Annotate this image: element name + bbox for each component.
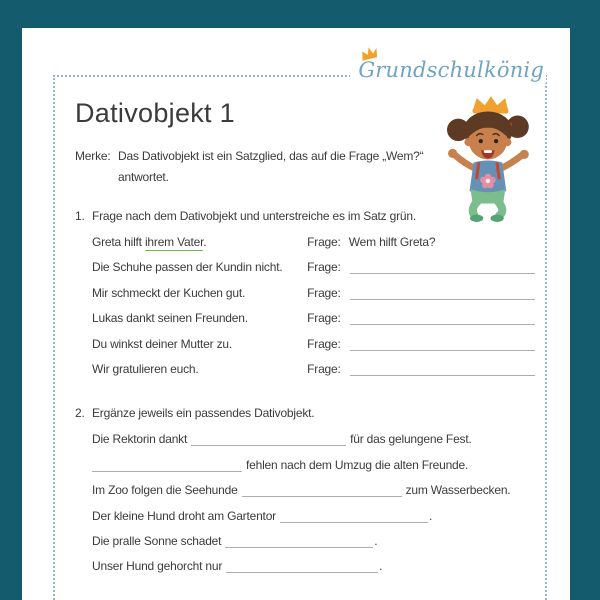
sentence-post: .	[428, 508, 433, 523]
sentence-post: fehlen nach dem Umzug die alten Freunde.	[246, 457, 469, 472]
exercise2-rows	[75, 427, 537, 579]
sentence-text: Mir schmeckt der Kuchen gut.	[92, 285, 246, 300]
fill-in-row	[75, 504, 537, 529]
fill-in-row	[75, 554, 537, 579]
answer-blank-line	[350, 313, 535, 325]
merke-box	[75, 146, 450, 188]
sentence-post: .	[379, 559, 383, 574]
frage-label: Frage:	[307, 336, 341, 351]
brand-name: Grundschulkönig	[358, 58, 544, 82]
sentence-text: Lukas dankt seinen Freunden.	[92, 311, 248, 326]
frage-label: Frage:	[307, 361, 341, 376]
jumping-girl-illustration	[446, 96, 538, 224]
sentence-row	[75, 281, 537, 306]
sentence-post: für das gelungene Fest.	[350, 432, 472, 447]
merke-text	[118, 146, 423, 188]
answer-blank-line	[350, 339, 535, 351]
exercise1-number: 1.	[75, 209, 85, 223]
fill-in-blank-line	[242, 485, 402, 497]
fill-in-row	[75, 529, 537, 554]
exercise1-instruction: Frage nach dem Dativobjekt und unterstreiche es im Satz grün.	[92, 209, 416, 223]
fill-in-row	[75, 478, 537, 503]
sentence-post: zum Wasserbecken.	[405, 483, 511, 498]
sentence-pre: Greta hilft	[92, 235, 145, 249]
frage-answer: Wem hilft Greta?	[348, 235, 436, 249]
answer-blank-line	[350, 262, 535, 274]
sentence-row	[75, 332, 537, 357]
sentence-text: Wir gratulieren euch.	[92, 361, 199, 376]
sentence-pre: Unser Hund gehorcht nur	[92, 559, 223, 574]
brand-logo	[350, 58, 546, 83]
sentence-pre: Die Rektorin dankt	[92, 432, 188, 447]
sentence-row	[75, 255, 537, 280]
merke-line-2: antwortet.	[118, 170, 169, 184]
sentence-pre: Die pralle Sonne schadet	[92, 533, 222, 548]
answer-blank-line	[350, 364, 535, 376]
sentence-post: .	[374, 533, 378, 548]
exercise2-instruction: Ergänze jeweils ein passendes Dativobjekt.	[92, 406, 315, 421]
sentence-text: Die Schuhe passen der Kundin nicht.	[92, 260, 283, 275]
sentence-post: .	[203, 235, 207, 249]
fill-in-blank-line	[280, 511, 428, 523]
frage-label: Frage:	[307, 235, 341, 249]
sentence-pre: Der kleine Hund droht am Gartentor	[92, 508, 276, 523]
fill-in-row	[75, 453, 537, 478]
crown-icon	[358, 46, 380, 65]
frage-label: Frage:	[307, 311, 341, 326]
answer-blank-line	[350, 288, 535, 300]
merke-line-1: Das Dativobjekt ist ein Satzglied, das auf die Frage „Wem?“	[118, 149, 424, 163]
fill-in-row	[75, 427, 537, 452]
exercise1-rows	[75, 230, 537, 382]
merke-label: Merke:	[75, 149, 111, 163]
page-title: Dativobjekt 1	[75, 98, 235, 128]
fill-in-blank-line	[191, 434, 346, 446]
sentence-row	[75, 357, 537, 382]
sentence-row	[75, 230, 537, 255]
sentence-row	[75, 306, 537, 331]
fill-in-blank-line	[92, 460, 242, 472]
underlined-dative-object: ihrem Vater	[144, 235, 204, 249]
worksheet-page	[22, 28, 570, 600]
fill-in-blank-line	[225, 536, 373, 548]
sentence-text: Du winkst deiner Mutter zu.	[92, 336, 232, 351]
fill-in-blank-line	[226, 561, 378, 573]
sentence-pre: Im Zoo folgen die Seehunde	[92, 483, 238, 498]
frage-label: Frage:	[307, 285, 341, 300]
exercise2-number: 2.	[75, 406, 85, 421]
frage-label: Frage:	[307, 260, 341, 275]
sentence-text	[92, 230, 304, 255]
exercise2-heading	[75, 406, 537, 420]
